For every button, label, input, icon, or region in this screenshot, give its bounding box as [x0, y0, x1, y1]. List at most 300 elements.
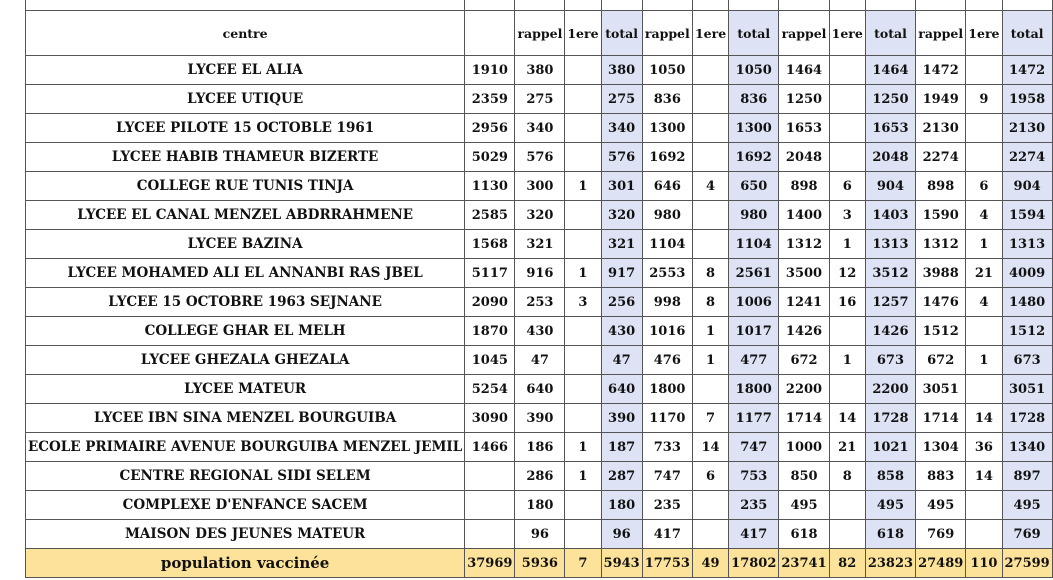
premiere-cell: 21: [966, 259, 1002, 288]
rappel-cell: 1250: [779, 85, 829, 114]
header-row: [26, 11, 1053, 56]
total-cell: 287: [601, 462, 642, 491]
premiere-cell: 4: [966, 201, 1002, 230]
rappel-cell: 1512: [916, 317, 966, 346]
total-cell: 769: [1002, 520, 1052, 549]
rappel-cell: 2130: [916, 114, 966, 143]
rappel-cell: 980: [642, 201, 692, 230]
population-cell: 1910: [465, 56, 515, 85]
footer-row: [26, 549, 1053, 578]
footer-cell: 5943: [601, 549, 642, 578]
premiere-cell: 36: [966, 433, 1002, 462]
table-row: [26, 433, 1053, 462]
premiere-cell: [966, 375, 1002, 404]
premiere-cell: [565, 230, 601, 259]
premiere-cell: [692, 230, 728, 259]
table-row: [26, 172, 1053, 201]
total-cell: 1017: [729, 317, 779, 346]
total-cell: 96: [601, 520, 642, 549]
cell: [829, 0, 865, 11]
premiere-cell: [565, 114, 601, 143]
premiere-cell: 4: [966, 288, 1002, 317]
premiere-cell: 1: [565, 462, 601, 491]
premiere-cell: [565, 201, 601, 230]
premiere-cell: 21: [829, 433, 865, 462]
premiere-cell: [966, 114, 1002, 143]
premiere-cell: [829, 317, 865, 346]
cell: [865, 0, 915, 11]
table-row: [26, 85, 1053, 114]
cell: [26, 0, 465, 11]
cell: [692, 0, 728, 11]
rappel-cell: 1016: [642, 317, 692, 346]
total-cell: 321: [601, 230, 642, 259]
rappel-cell: 3051: [916, 375, 966, 404]
total-cell: 3051: [1002, 375, 1052, 404]
rappel-cell: 747: [642, 462, 692, 491]
rappel-cell: 321: [515, 230, 565, 259]
table-body: [26, 0, 1053, 578]
population-cell: 3090: [465, 404, 515, 433]
premiere-cell: 1: [829, 230, 865, 259]
total-cell: 187: [601, 433, 642, 462]
premiere-cell: 1: [565, 433, 601, 462]
rappel-cell: 998: [642, 288, 692, 317]
premiere-cell: 14: [966, 462, 1002, 491]
total-cell: 180: [601, 491, 642, 520]
header-total-3: total: [865, 11, 915, 56]
rappel-cell: 1241: [779, 288, 829, 317]
population-cell: 2585: [465, 201, 515, 230]
premiere-cell: 8: [692, 288, 728, 317]
population-cell: 1568: [465, 230, 515, 259]
cell: [779, 0, 829, 11]
premiere-cell: [829, 520, 865, 549]
table-row: [26, 491, 1053, 520]
centre-name: LYCEE 15 OCTOBRE 1963 SEJNANE: [26, 288, 465, 317]
table-row: [26, 56, 1053, 85]
rappel-cell: 733: [642, 433, 692, 462]
premiere-cell: [565, 56, 601, 85]
centre-name: LYCEE IBN SINA MENZEL BOURGUIBA: [26, 404, 465, 433]
centre-name: LYCEE MOHAMED ALI EL ANNANBI RAS JBEL: [26, 259, 465, 288]
total-cell: 904: [865, 172, 915, 201]
total-cell: 1177: [729, 404, 779, 433]
rappel-cell: 1050: [642, 56, 692, 85]
premiere-cell: [565, 520, 601, 549]
premiere-cell: 6: [692, 462, 728, 491]
rappel-cell: 2274: [916, 143, 966, 172]
total-cell: 2048: [865, 143, 915, 172]
rappel-cell: 390: [515, 404, 565, 433]
premiere-cell: [565, 404, 601, 433]
cell: [966, 0, 1002, 11]
premiere-cell: 3: [829, 201, 865, 230]
cell: [1002, 0, 1052, 11]
total-cell: 640: [601, 375, 642, 404]
rappel-cell: 618: [779, 520, 829, 549]
centre-name: CENTRE REGIONAL SIDI SELEM: [26, 462, 465, 491]
rappel-cell: 235: [642, 491, 692, 520]
total-cell: 495: [865, 491, 915, 520]
rappel-cell: 898: [779, 172, 829, 201]
premiere-cell: [692, 201, 728, 230]
total-cell: 2130: [1002, 114, 1052, 143]
total-cell: 1313: [1002, 230, 1052, 259]
header-rappel-3: rappel: [779, 11, 829, 56]
total-cell: 1472: [1002, 56, 1052, 85]
rappel-cell: 476: [642, 346, 692, 375]
total-cell: 320: [601, 201, 642, 230]
rappel-cell: 640: [515, 375, 565, 404]
table-row: [26, 404, 1053, 433]
rappel-cell: 1400: [779, 201, 829, 230]
population-cell: 2956: [465, 114, 515, 143]
rappel-cell: 1476: [916, 288, 966, 317]
premiere-cell: [966, 56, 1002, 85]
centre-name: LYCEE MATEUR: [26, 375, 465, 404]
premiere-cell: [829, 491, 865, 520]
rappel-cell: 576: [515, 143, 565, 172]
cell: [916, 0, 966, 11]
rappel-cell: 96: [515, 520, 565, 549]
rappel-cell: 286: [515, 462, 565, 491]
total-cell: 904: [1002, 172, 1052, 201]
population-cell: 5029: [465, 143, 515, 172]
footer-label: population vaccinée: [26, 549, 465, 578]
total-cell: 1480: [1002, 288, 1052, 317]
premiere-cell: 1: [966, 230, 1002, 259]
rappel-cell: 340: [515, 114, 565, 143]
header-premiere-1: 1ere: [565, 11, 601, 56]
total-cell: 235: [729, 491, 779, 520]
header-premiere-3: 1ere: [829, 11, 865, 56]
total-cell: 836: [729, 85, 779, 114]
premiere-cell: 14: [966, 404, 1002, 433]
rappel-cell: 1714: [779, 404, 829, 433]
population-cell: 1466: [465, 433, 515, 462]
premiere-cell: [692, 143, 728, 172]
footer-cell: 82: [829, 549, 865, 578]
cell: [465, 0, 515, 11]
rappel-cell: 850: [779, 462, 829, 491]
cell: [601, 0, 642, 11]
total-cell: 1403: [865, 201, 915, 230]
table-row: [26, 288, 1053, 317]
total-cell: 4009: [1002, 259, 1052, 288]
table-row: [26, 143, 1053, 172]
footer-cell: 27599: [1002, 549, 1052, 578]
total-cell: 1692: [729, 143, 779, 172]
centre-name: COLLEGE RUE TUNIS TINJA: [26, 172, 465, 201]
total-cell: 1464: [865, 56, 915, 85]
rappel-cell: 495: [779, 491, 829, 520]
table-row: [26, 201, 1053, 230]
rappel-cell: 646: [642, 172, 692, 201]
premiere-cell: [829, 56, 865, 85]
rappel-cell: 769: [916, 520, 966, 549]
total-cell: 753: [729, 462, 779, 491]
total-cell: 1728: [1002, 404, 1052, 433]
total-cell: 897: [1002, 462, 1052, 491]
centre-name: COMPLEXE D'ENFANCE SACEM: [26, 491, 465, 520]
total-cell: 673: [865, 346, 915, 375]
header-total-1: total: [601, 11, 642, 56]
total-cell: 1250: [865, 85, 915, 114]
premiere-cell: 1: [692, 346, 728, 375]
rappel-cell: 1653: [779, 114, 829, 143]
population-cell: 2359: [465, 85, 515, 114]
rappel-cell: 380: [515, 56, 565, 85]
total-cell: 1728: [865, 404, 915, 433]
rappel-cell: 1304: [916, 433, 966, 462]
population-cell: 1870: [465, 317, 515, 346]
centre-name: LYCEE BAZINA: [26, 230, 465, 259]
rappel-cell: 1312: [779, 230, 829, 259]
cell: [642, 0, 692, 11]
rappel-cell: 2048: [779, 143, 829, 172]
total-cell: 380: [601, 56, 642, 85]
premiere-cell: 1: [966, 346, 1002, 375]
cell: [729, 0, 779, 11]
total-cell: 477: [729, 346, 779, 375]
top-edge-row: [26, 0, 1053, 11]
premiere-cell: [565, 346, 601, 375]
header-rappel-1: rappel: [515, 11, 565, 56]
premiere-cell: [692, 520, 728, 549]
population-cell: 5254: [465, 375, 515, 404]
footer-cell: 7: [565, 549, 601, 578]
premiere-cell: [966, 143, 1002, 172]
header-premiere-2: 1ere: [692, 11, 728, 56]
premiere-cell: 1: [829, 346, 865, 375]
premiere-cell: 6: [829, 172, 865, 201]
total-cell: 275: [601, 85, 642, 114]
rappel-cell: 180: [515, 491, 565, 520]
total-cell: 47: [601, 346, 642, 375]
rappel-cell: 1464: [779, 56, 829, 85]
rappel-cell: 1426: [779, 317, 829, 346]
table-row: [26, 259, 1053, 288]
premiere-cell: [829, 143, 865, 172]
centre-name: LYCEE GHEZALA GHEZALA: [26, 346, 465, 375]
population-cell: [465, 491, 515, 520]
total-cell: 1958: [1002, 85, 1052, 114]
rappel-cell: 883: [916, 462, 966, 491]
total-cell: 1300: [729, 114, 779, 143]
total-cell: 1653: [865, 114, 915, 143]
total-cell: 340: [601, 114, 642, 143]
population-cell: 1130: [465, 172, 515, 201]
centre-name: COLLEGE GHAR EL MELH: [26, 317, 465, 346]
total-cell: 1594: [1002, 201, 1052, 230]
total-cell: 2200: [865, 375, 915, 404]
centre-name: LYCEE EL CANAL MENZEL ABDRRAHMENE: [26, 201, 465, 230]
header-rappel-4: rappel: [916, 11, 966, 56]
premiere-cell: 1: [565, 259, 601, 288]
footer-cell: 23823: [865, 549, 915, 578]
total-cell: 1006: [729, 288, 779, 317]
footer-cell: 27489: [916, 549, 966, 578]
premiere-cell: [692, 85, 728, 114]
rappel-cell: 1170: [642, 404, 692, 433]
premiere-cell: 3: [565, 288, 601, 317]
centre-name: MAISON DES JEUNES MATEUR: [26, 520, 465, 549]
rappel-cell: 1104: [642, 230, 692, 259]
total-cell: 256: [601, 288, 642, 317]
header-premiere-4: 1ere: [966, 11, 1002, 56]
population-cell: [465, 462, 515, 491]
cell: [515, 0, 565, 11]
premiere-cell: 1: [692, 317, 728, 346]
rappel-cell: 898: [916, 172, 966, 201]
premiere-cell: 9: [966, 85, 1002, 114]
population-cell: 5117: [465, 259, 515, 288]
centre-name: LYCEE EL ALIA: [26, 56, 465, 85]
total-cell: 1257: [865, 288, 915, 317]
vaccination-table: [25, 0, 1053, 578]
total-cell: 495: [1002, 491, 1052, 520]
rappel-cell: 300: [515, 172, 565, 201]
header-total-4: total: [1002, 11, 1052, 56]
total-cell: 2274: [1002, 143, 1052, 172]
premiere-cell: 7: [692, 404, 728, 433]
footer-cell: 23741: [779, 549, 829, 578]
header-centre: centre: [26, 11, 465, 56]
table-row: [26, 375, 1053, 404]
footer-cell: 5936: [515, 549, 565, 578]
premiere-cell: [692, 114, 728, 143]
rappel-cell: 3988: [916, 259, 966, 288]
centre-name: LYCEE UTIQUE: [26, 85, 465, 114]
premiere-cell: 14: [692, 433, 728, 462]
rappel-cell: 1590: [916, 201, 966, 230]
premiere-cell: [565, 491, 601, 520]
premiere-cell: 14: [829, 404, 865, 433]
footer-cell: 49: [692, 549, 728, 578]
premiere-cell: 8: [692, 259, 728, 288]
population-cell: 1045: [465, 346, 515, 375]
total-cell: 430: [601, 317, 642, 346]
rappel-cell: 1312: [916, 230, 966, 259]
premiere-cell: [692, 375, 728, 404]
header-rappel-2: rappel: [642, 11, 692, 56]
rappel-cell: 3500: [779, 259, 829, 288]
header-population: [465, 11, 515, 56]
footer-cell: 17802: [729, 549, 779, 578]
premiere-cell: 4: [692, 172, 728, 201]
total-cell: 1340: [1002, 433, 1052, 462]
total-cell: 1104: [729, 230, 779, 259]
total-cell: 1426: [865, 317, 915, 346]
rappel-cell: 1949: [916, 85, 966, 114]
premiere-cell: [829, 85, 865, 114]
total-cell: 417: [729, 520, 779, 549]
rappel-cell: 1800: [642, 375, 692, 404]
total-cell: 390: [601, 404, 642, 433]
total-cell: 2561: [729, 259, 779, 288]
table-row: [26, 462, 1053, 491]
table-row: [26, 520, 1053, 549]
total-cell: 1800: [729, 375, 779, 404]
premiere-cell: 12: [829, 259, 865, 288]
rappel-cell: 275: [515, 85, 565, 114]
total-cell: 1021: [865, 433, 915, 462]
premiere-cell: [565, 143, 601, 172]
rappel-cell: 916: [515, 259, 565, 288]
table-row: [26, 317, 1053, 346]
premiere-cell: [829, 375, 865, 404]
rappel-cell: 495: [916, 491, 966, 520]
rappel-cell: 320: [515, 201, 565, 230]
premiere-cell: [692, 491, 728, 520]
premiere-cell: [966, 491, 1002, 520]
footer-cell: 17753: [642, 549, 692, 578]
premiere-cell: [565, 85, 601, 114]
rappel-cell: 672: [779, 346, 829, 375]
cell: [565, 0, 601, 11]
total-cell: 673: [1002, 346, 1052, 375]
footer-cell: 110: [966, 549, 1002, 578]
total-cell: 858: [865, 462, 915, 491]
table-row: [26, 346, 1053, 375]
rappel-cell: 672: [916, 346, 966, 375]
rappel-cell: 47: [515, 346, 565, 375]
total-cell: 747: [729, 433, 779, 462]
premiere-cell: [692, 56, 728, 85]
total-cell: 301: [601, 172, 642, 201]
premiere-cell: [565, 317, 601, 346]
premiere-cell: 1: [565, 172, 601, 201]
premiere-cell: [565, 375, 601, 404]
total-cell: 3512: [865, 259, 915, 288]
total-cell: 650: [729, 172, 779, 201]
premiere-cell: 16: [829, 288, 865, 317]
rappel-cell: 1472: [916, 56, 966, 85]
total-cell: 917: [601, 259, 642, 288]
rappel-cell: 2553: [642, 259, 692, 288]
centre-name: ECOLE PRIMAIRE AVENUE BOURGUIBA MENZEL JEMIL: [26, 433, 465, 462]
rappel-cell: 1300: [642, 114, 692, 143]
total-cell: 1313: [865, 230, 915, 259]
rappel-cell: 1692: [642, 143, 692, 172]
total-cell: 576: [601, 143, 642, 172]
premiere-cell: 8: [829, 462, 865, 491]
rappel-cell: 253: [515, 288, 565, 317]
rappel-cell: 1000: [779, 433, 829, 462]
rappel-cell: 836: [642, 85, 692, 114]
header-total-2: total: [729, 11, 779, 56]
premiere-cell: [966, 520, 1002, 549]
population-cell: 2090: [465, 288, 515, 317]
centre-name: LYCEE HABIB THAMEUR BIZERTE: [26, 143, 465, 172]
rappel-cell: 417: [642, 520, 692, 549]
rappel-cell: 186: [515, 433, 565, 462]
premiere-cell: 6: [966, 172, 1002, 201]
footer-population: 37969: [465, 549, 515, 578]
rappel-cell: 430: [515, 317, 565, 346]
total-cell: 618: [865, 520, 915, 549]
premiere-cell: [829, 114, 865, 143]
centre-name: LYCEE PILOTE 15 OCTOBLE 1961: [26, 114, 465, 143]
table-row: [26, 114, 1053, 143]
table-row: [26, 230, 1053, 259]
population-cell: [465, 520, 515, 549]
rappel-cell: 2200: [779, 375, 829, 404]
rappel-cell: 1714: [916, 404, 966, 433]
total-cell: 980: [729, 201, 779, 230]
total-cell: 1050: [729, 56, 779, 85]
